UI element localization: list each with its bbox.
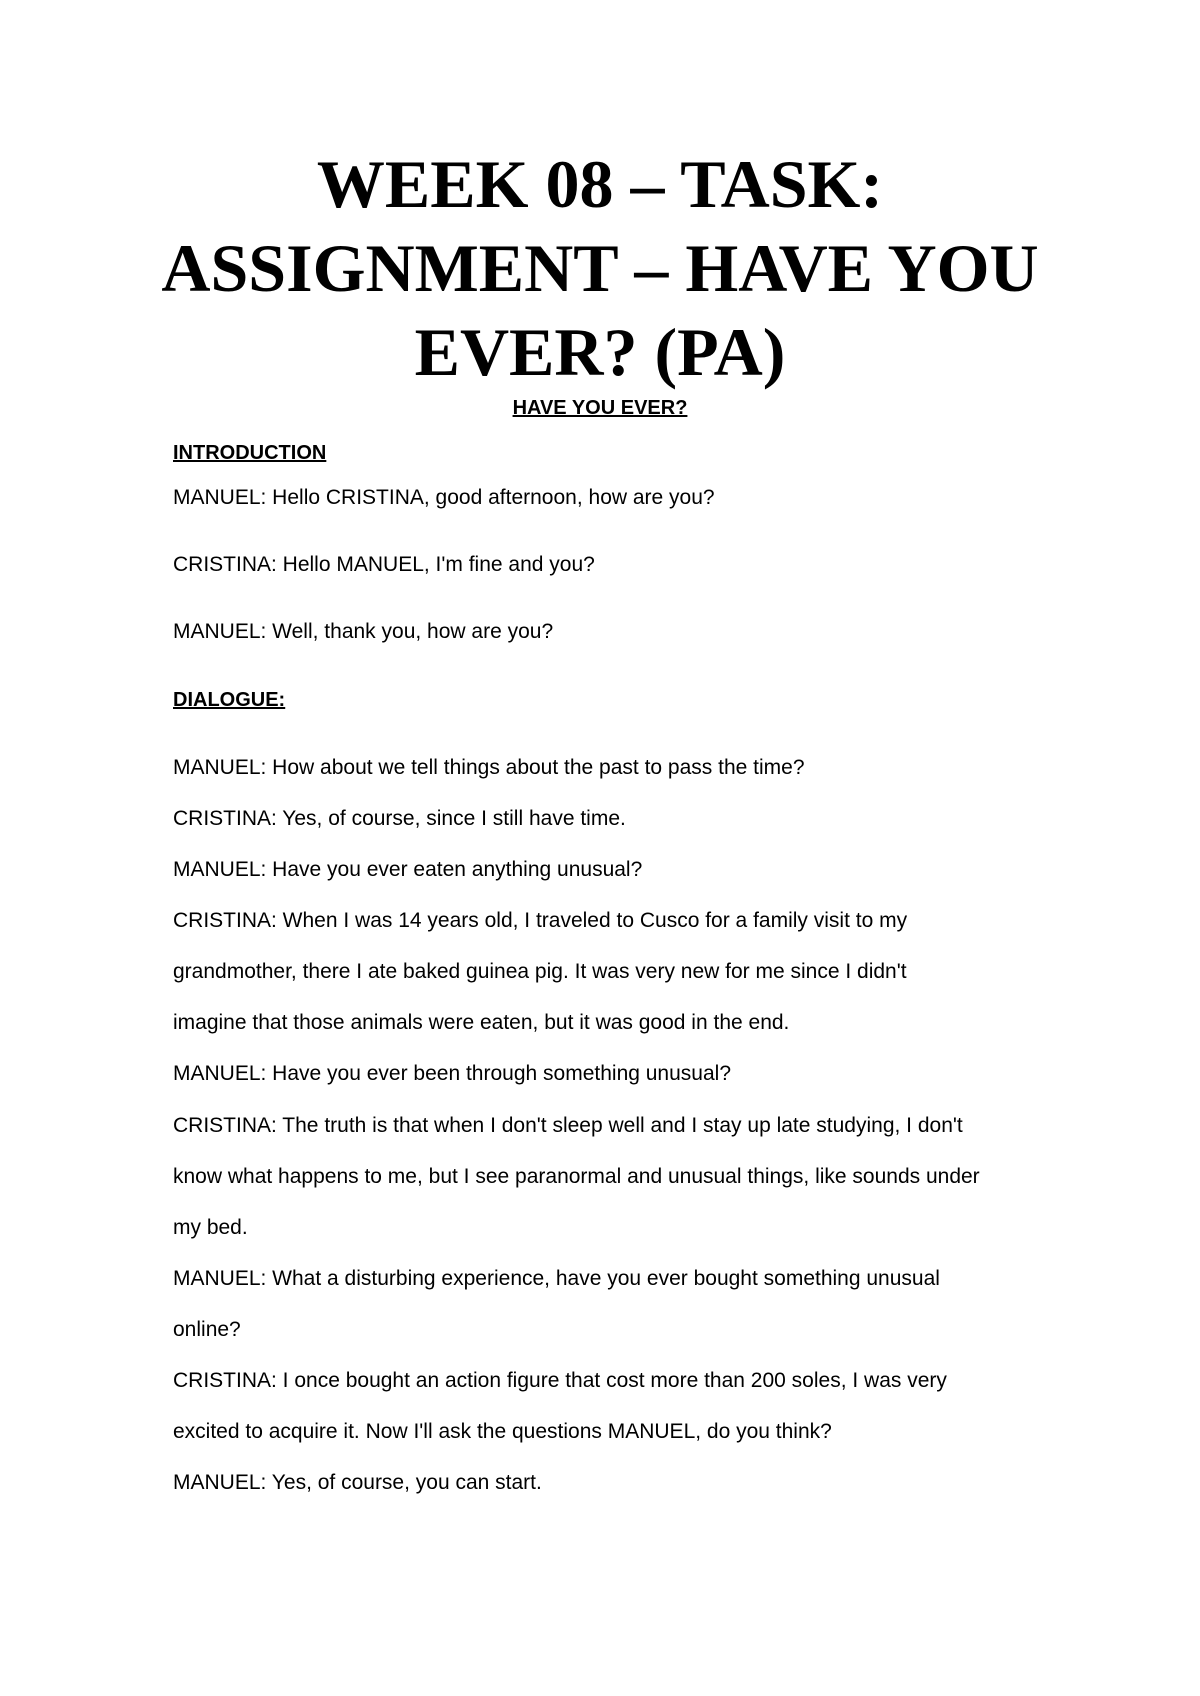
dialogue-line: MANUEL: Have you ever been through something unusual? — [173, 1062, 731, 1085]
intro-line: MANUEL: Hello CRISTINA, good afternoon, how are you? — [173, 486, 715, 509]
dialogue-line: online? — [173, 1318, 241, 1341]
dialogue-line: MANUEL: Yes, of course, you can start. — [173, 1471, 542, 1494]
dialogue-line: CRISTINA: When I was 14 years old, I traveled to Cusco for a family visit to my — [173, 909, 908, 932]
title-line-3: EVER? (PA) — [414, 314, 786, 390]
document-title — [100, 142, 1100, 394]
dialogue-line: MANUEL: Have you ever eaten anything unusual? — [173, 858, 643, 881]
intro-line: CRISTINA: Hello MANUEL, I'm fine and you? — [173, 553, 595, 576]
title-line-1: WEEK 08 – TASK: — [316, 146, 884, 222]
intro-line: MANUEL: Well, thank you, how are you? — [173, 620, 554, 643]
introduction-heading: INTRODUCTION — [173, 442, 327, 464]
dialogue-line: CRISTINA: Yes, of course, since I still have time. — [173, 807, 626, 830]
dialogue-line: MANUEL: What a disturbing experience, have you ever bought something unusual — [173, 1267, 940, 1290]
dialogue-line: CRISTINA: I once bought an action figure that cost more than 200 soles, I was very — [173, 1369, 947, 1392]
dialogue-heading: DIALOGUE: — [173, 689, 286, 711]
dialogue-line: CRISTINA: The truth is that when I don't sleep well and I stay up late studying, I don't — [173, 1114, 963, 1137]
dialogue-line: my bed. — [173, 1216, 248, 1239]
dialogue-line: know what happens to me, but I see paranormal and unusual things, like sounds under — [173, 1165, 980, 1188]
dialogue-line: MANUEL: How about we tell things about the past to pass the time? — [173, 756, 805, 779]
document-subtitle: HAVE YOU EVER? — [512, 397, 688, 419]
dialogue-line: excited to acquire it. Now I'll ask the questions MANUEL, do you think? — [173, 1420, 832, 1443]
dialogue-line: grandmother, there I ate baked guinea pig. It was very new for me since I didn't — [173, 960, 907, 983]
title-line-2: ASSIGNMENT – HAVE YOU — [161, 230, 1039, 306]
dialogue-line: imagine that those animals were eaten, but it was good in the end. — [173, 1011, 790, 1034]
